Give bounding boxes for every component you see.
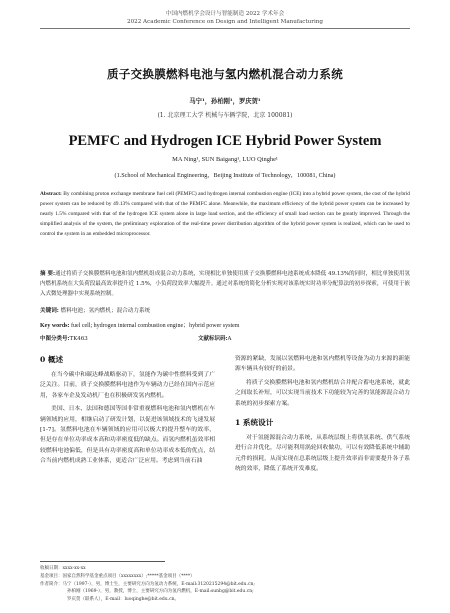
doc-code-value: A xyxy=(227,336,232,342)
abstract-cn xyxy=(40,270,410,300)
header-divider xyxy=(40,28,410,29)
authors-cn: 马宁¹，孙柏刚¹，罗庆贺¹ xyxy=(189,98,261,105)
continued-paragraph: 资源的紧缺，发展以氢燃料电池和氢内燃机等设备为动力来源的新能源车辆具有较好的前景。 xyxy=(235,356,410,373)
abstract-cn-label: 摘 要: xyxy=(40,271,56,277)
clc-number xyxy=(40,335,88,343)
keywords-cn xyxy=(40,307,410,316)
title-en: PEMFC and Hydrogen ICE Hybrid Power System xyxy=(68,133,382,149)
keywords-cn-text: 燃料电池；氢内燃机；混合动力系统 xyxy=(60,308,151,314)
section-1-heading: 1 系统设计 xyxy=(235,418,274,428)
footnote-author-luo: 罗庆贺（联系人），E-mail：luoqinghe@bit.edu.cn。 xyxy=(67,597,180,603)
section-1-paragraph-1: 对于氢能源混合动力系统，从系统层级上将供氢系统、供气系统进行合并优化，尽可能利用涡轮回收做功，可以有效降低系统中辅助元件的损耗，从而实现在总系统层级上提升效率而非需要提升各子系统的效率，降低了系统开发难度。 xyxy=(235,435,410,473)
footnote-funding: 基金项目：国家自然科学基金重点项目（xxxxxxxx）;*****基金项目（****） xyxy=(40,573,195,579)
right-column xyxy=(235,354,410,478)
footnote-divider xyxy=(40,561,165,562)
keywords-en xyxy=(40,322,410,331)
footnotes xyxy=(40,565,410,604)
clc-value: TK463 xyxy=(69,336,88,342)
section-0-paragraph-1: 在当今碳中和碳达峰战略驱动下，氢能作为碳中性燃料受到了广泛关注。目前，质子交换膜燃料电池作为车辆动力已经在国内示范应用，各家车企及发动机厂也在积极研发氢内燃机。 xyxy=(40,372,215,399)
clc-label: 中图分类号: xyxy=(40,336,70,342)
keywords-en-text: fuel cell; hydrogen internal combustion engine；hybrid power system xyxy=(71,323,240,329)
keywords-cn-label: 关键词: xyxy=(40,308,59,314)
authors-en: MA Ning¹, SUN Baigang¹, LUO Qinghe¹ xyxy=(172,156,278,163)
abstract-en-label: Abstract: xyxy=(40,191,62,197)
title-cn: 质子交换膜燃料电池与氢内燃机混合动力系统 xyxy=(107,67,343,81)
header-line-cn: 中国内燃机学会设计与智能制造 2022 学术年会 xyxy=(165,11,285,17)
keywords-en-label: Key words: xyxy=(40,323,70,329)
footnote-received: 收稿日期：xxxx-xx-xx xyxy=(40,566,86,571)
footnote-author-ma: 作者简介：马宁（1997-），男，博士生，主要研究方向为氢动力系统，E-mail:3120215294@bit.edu.cn; xyxy=(40,581,255,587)
abstract-en xyxy=(40,190,410,240)
section-0-heading: 0 概述 xyxy=(40,355,64,364)
header-line-en: 2022 Academic Conference on Design and Intelligent Manufacturing xyxy=(127,19,323,25)
section-0-paragraph-2: 美国、日本、法国和德国等国非常重视燃料电池和氢内燃机在车辆领域的应用，相继启动了研发计划，以促进该领域技术的飞速发展[1-7]。氢燃料电池在车辆领域的应用可以极大的提升整车的效率，但是存在单位功率成本高和功率密度低的缺点。而氢内燃机虽效率相较燃料电池偏低，但是具有功率密度高和单位功率成本低的优点，结合当前内燃机成熟工业体系，更适合广泛应用。考虑到当前石油 xyxy=(40,406,215,465)
affiliation-cn: (1. 北京理工大学 机械与车辆学院，北京 100081) xyxy=(157,112,293,119)
footnote-author-sun: 孙柏刚（1969-），男，教授，博士，主要研究方向为氢内燃机，E-mail:sunbg@bit.edu.cn; xyxy=(67,589,254,595)
left-column xyxy=(40,354,215,470)
affiliation-en: (1.School of Mechanical Engineering，Beijing Institute of Technology，100081, China) xyxy=(114,172,336,179)
abstract-cn-text: 通过将质子交换膜燃料电池和氢内燃机组成混合动力系统，实现相比单独使用质子交换膜燃料电池系统成本降低 49.13%的同时，相比单独使用氢内燃机系统在大负荷段最高效率提升近 1.5%，小负荷段效率大幅提升。通过对系统的简化分析实现对该系统实时功率分配算法的初步探索，可使用于嵌入式微处理器中实现系统控制。 xyxy=(40,271,410,297)
doc-code-label: 文献标识码: xyxy=(198,336,228,342)
hybrid-approach-paragraph: 将质子交换膜燃料电池和氢内燃机结合并配合蓄电池系统，就此之间取长补短，可以实现当前技术下功能较为完善的氢能源混合动力系统的初步探索方案。 xyxy=(235,379,410,407)
document-code xyxy=(198,335,232,343)
abstract-en-text: By combining proton exchange membrane fuel cell (PEMFC) and hydrogen internal combustion engine (ICE) into a hybrid power system, the cost of the hybrid power system can be reduced by 49.13% compared with that of the PEMFC alone. Meanwhile, the maximum efficiency of the hybrid power system can be increased by nearly 1.5% compared with that of the hydrogen ICE system alone in large load section, and the efficiency of small load section can be greatly improved. Through the simplified analysis of the system, the preliminary exploration of the real-time power distribution algorithm of the hybrid power system is realized, which can be used to control the system in an embedded microprocessor. xyxy=(40,191,410,237)
running-header xyxy=(0,10,450,26)
